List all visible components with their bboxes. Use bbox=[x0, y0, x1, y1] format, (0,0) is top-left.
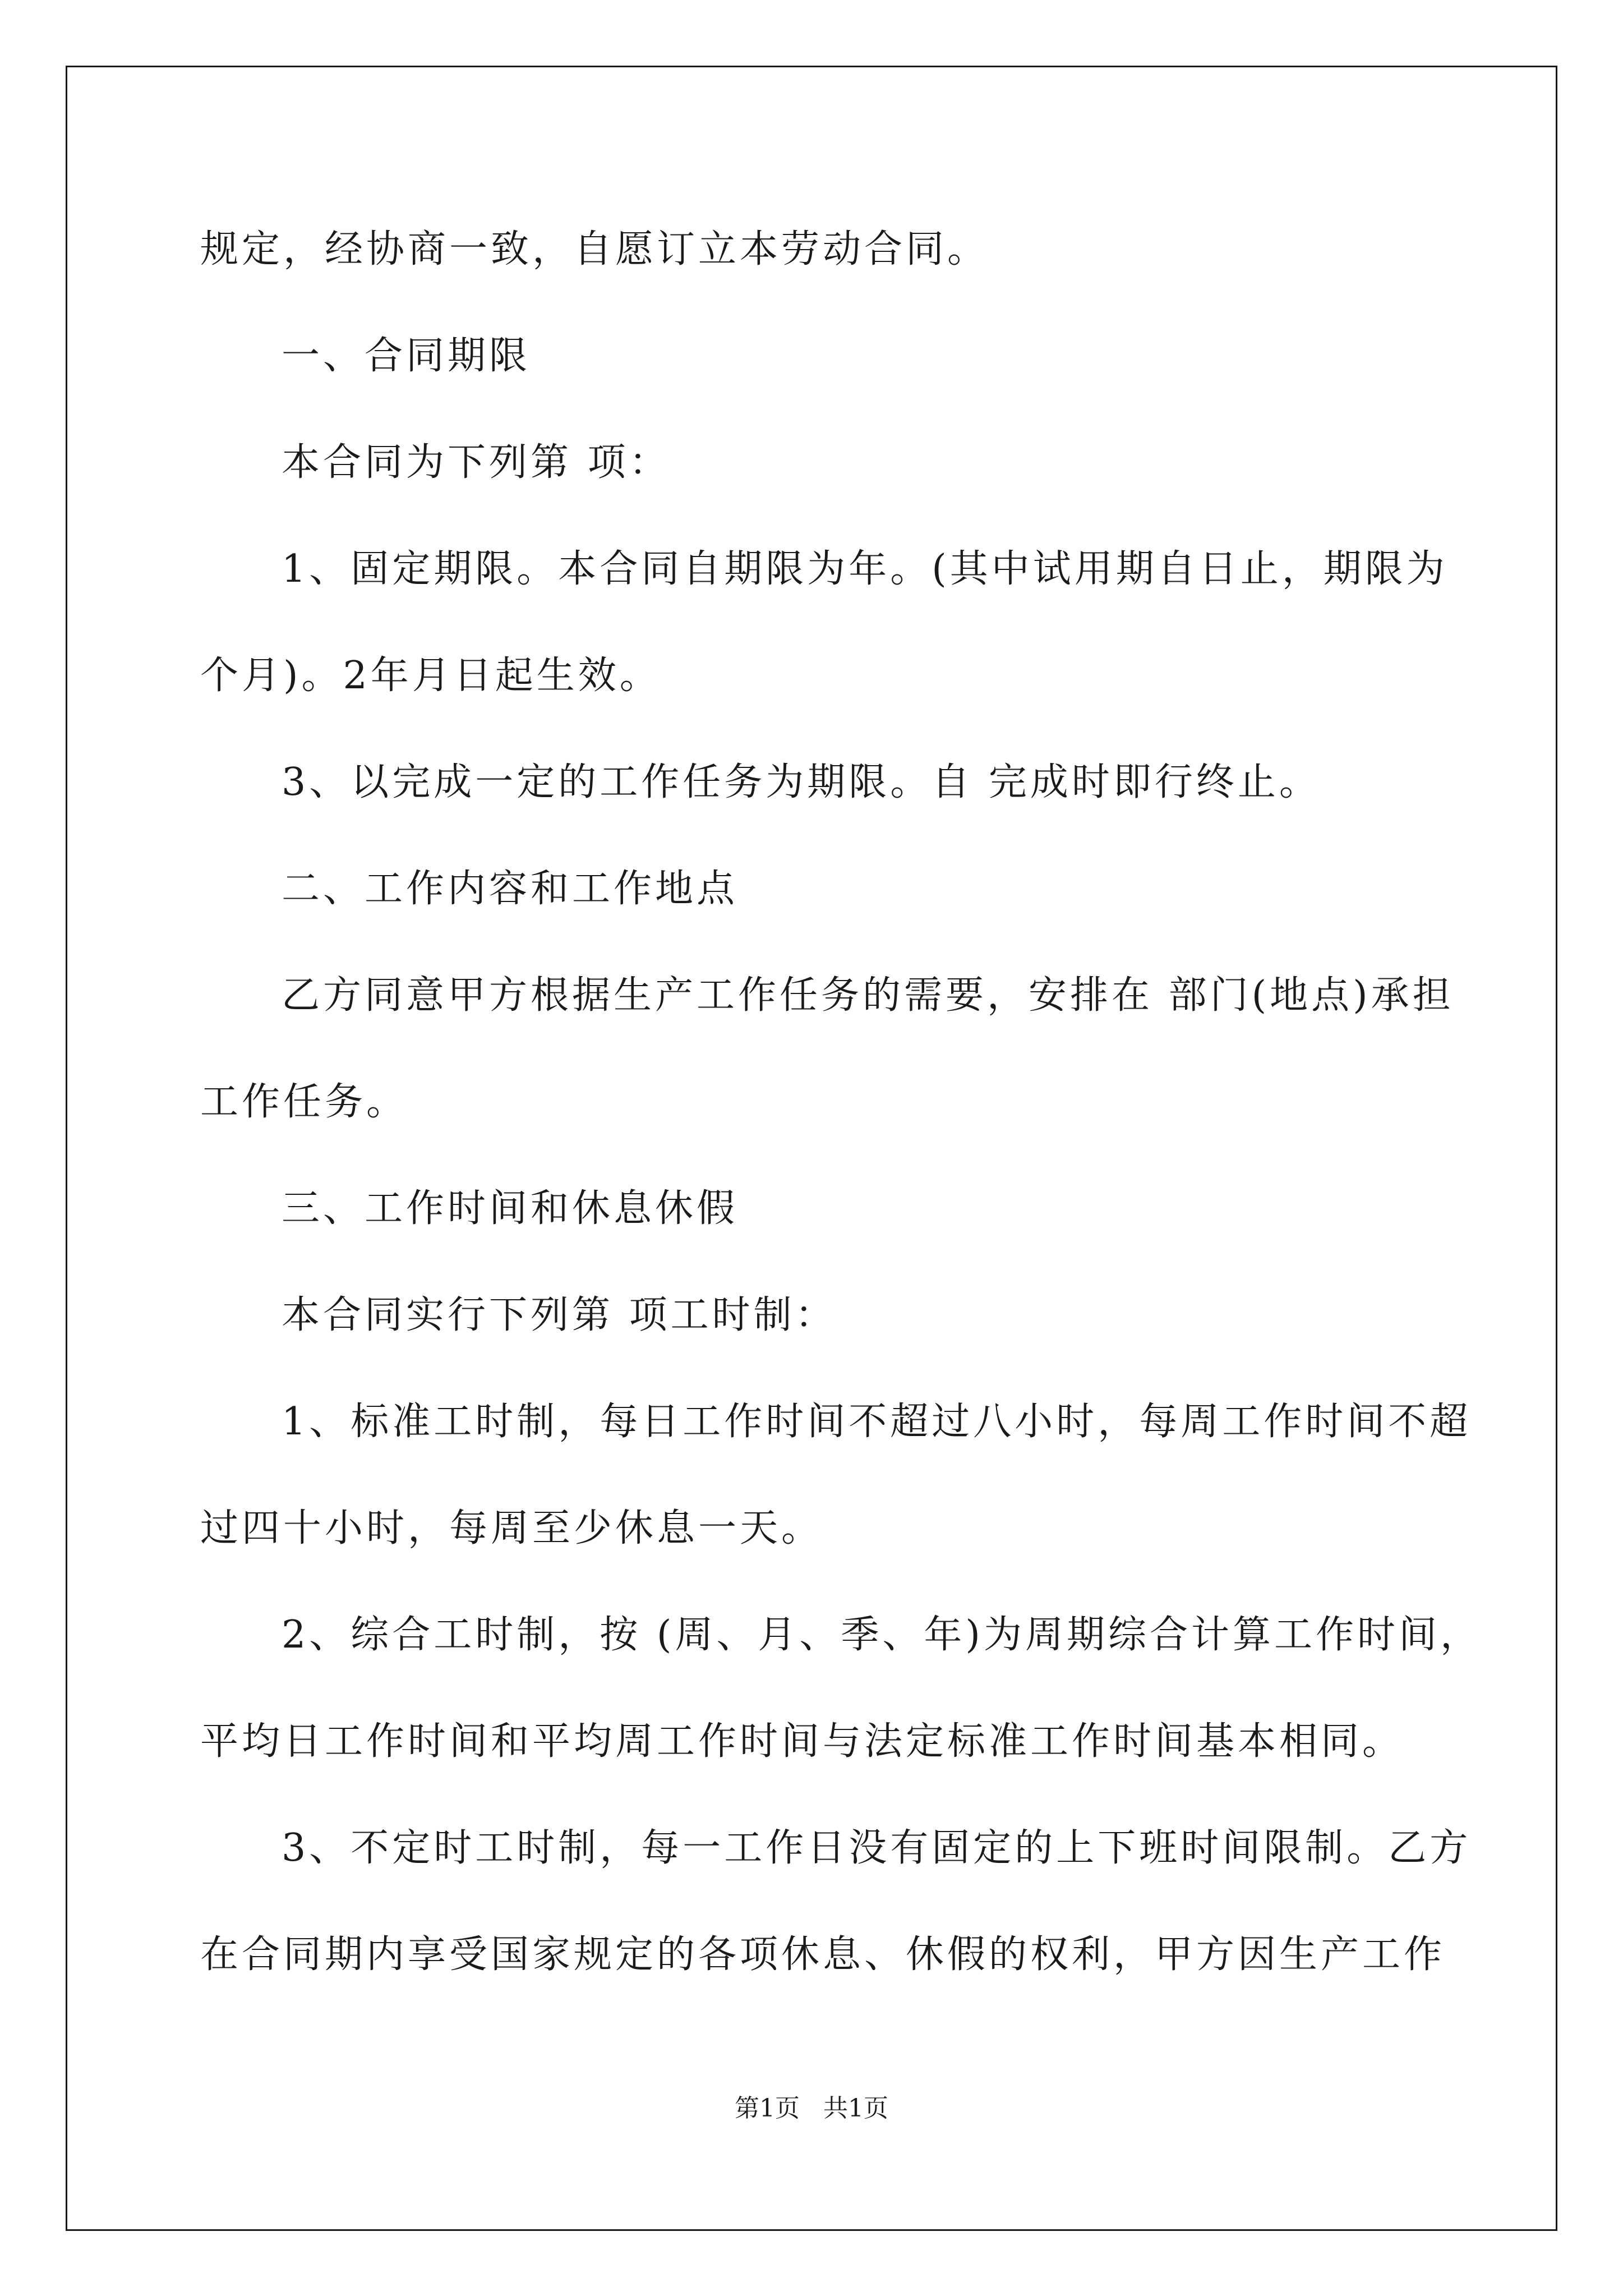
text-line-5: 个月)。2年月日起生效。 bbox=[200, 654, 661, 698]
text-line-12: 1、标准工时制，每日工作时间不超过八小时，每周工作时间不超 bbox=[282, 1400, 1472, 1444]
text-line-17: 在合同期内享受国家规定的各项休息、休假的权利，甲方因生产工作 bbox=[200, 1932, 1446, 1977]
section-heading-work-content: 二、工作内容和工作地点 bbox=[282, 867, 739, 911]
page-footer: 第1页 共1页 bbox=[735, 2094, 888, 2123]
text-line-15: 平均日工作时间和平均周工作时间与法定标准工作时间基本相同。 bbox=[200, 1719, 1404, 1764]
text-line-3: 本合同为下列第 项： bbox=[282, 440, 671, 485]
text-line-8: 乙方同意甲方根据生产工作任务的需要，安排在 部门(地点)承担 bbox=[282, 973, 1454, 1018]
text-line-11: 本合同实行下列第 项工时制： bbox=[282, 1293, 837, 1337]
section-heading-work-hours: 三、工作时间和休息休假 bbox=[282, 1186, 739, 1231]
page-border bbox=[66, 66, 1557, 2231]
text-line-16: 3、不定时工时制，每一工作日没有固定的上下班时间限制。乙方 bbox=[282, 1826, 1472, 1870]
text-line-14: 2、综合工时制，按 (周、月、季、年)为周期综合计算工作时间， bbox=[282, 1613, 1482, 1657]
text-line-6: 3、以完成一定的工作任务为期限。自 完成时即行终止。 bbox=[282, 760, 1321, 804]
text-line-1: 规定，经协商一致，自愿订立本劳动合同。 bbox=[200, 227, 989, 272]
text-line-4: 1、固定期限。本合同自期限为年。(其中试用期自日止，期限为 bbox=[282, 547, 1448, 591]
section-heading-contract-term: 一、合同期限 bbox=[282, 334, 531, 378]
text-line-13: 过四十小时，每周至少休息一天。 bbox=[200, 1506, 823, 1550]
text-line-9: 工作任务。 bbox=[200, 1080, 408, 1124]
